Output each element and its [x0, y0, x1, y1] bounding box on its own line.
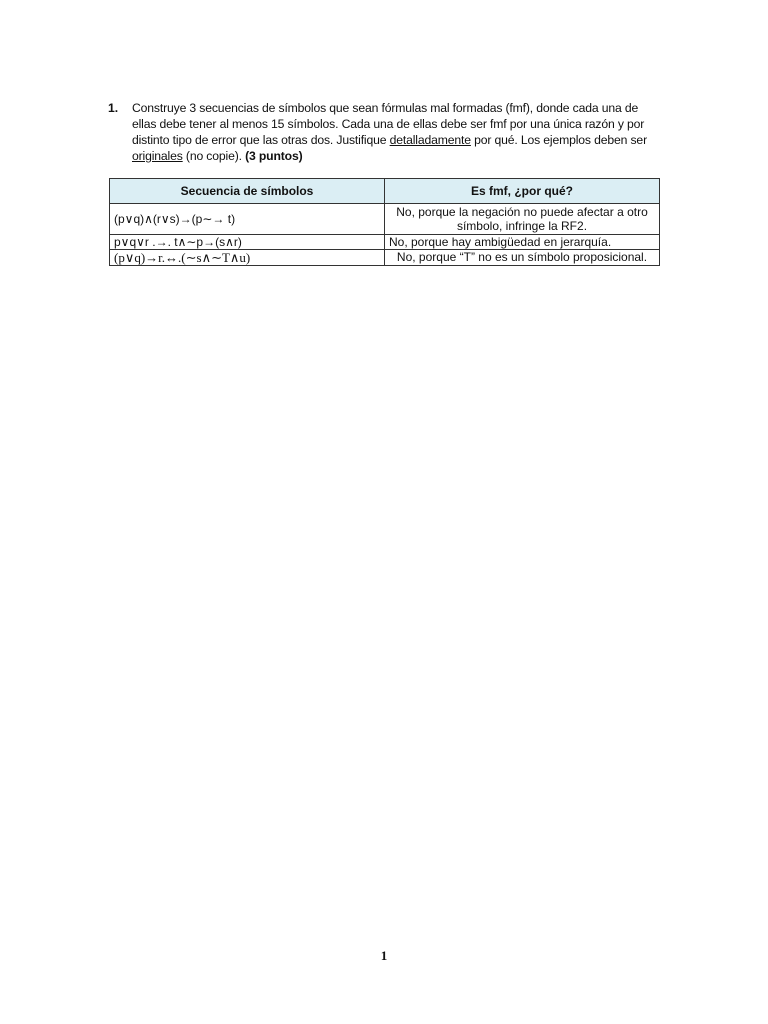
question-text-part3: (no copie). — [182, 149, 246, 163]
emphasis-detalladamente: detalladamente — [389, 133, 471, 147]
reason-cell: No, porque la negación no puede afectar a otro símbolo, infringe la RF2. — [385, 204, 660, 235]
emphasis-originales: originales — [132, 149, 183, 163]
sequence-cell: p∨q∨r .→. t∧∼p→(s∧r) — [110, 235, 385, 250]
page-number: 1 — [380, 948, 388, 963]
fmf-table — [109, 178, 660, 266]
sequence-cell: (p∨q)∧(r∨s)→(p∼→ t) — [110, 204, 385, 235]
question-points: (3 puntos) — [245, 149, 303, 163]
header-sequence: Secuencia de símbolos — [110, 179, 385, 204]
question-number: 1. — [108, 101, 119, 115]
table-row — [110, 250, 660, 266]
table-header-row — [110, 179, 660, 204]
question-text — [132, 100, 660, 164]
reason-cell: No, porque hay ambigüedad en jerarquía. — [385, 235, 660, 250]
question-text-part1: Construye 3 secuencias de símbolos que sean fórmulas mal formadas (fmf), donde cada una de ellas debe tener al menos 15 símbolos. Cada una de ellas debe ser fmf por una única razón y por distinto tipo de error que las otras dos. Justifique — [132, 101, 645, 147]
question-text-part2: por qué. Los ejemplos deben ser — [470, 133, 647, 147]
table-row — [110, 204, 660, 235]
reason-cell: No, porque “T” no es un símbolo proposicional. — [385, 250, 660, 266]
sequence-cell: (p∨q)→r.↔.(∼s∧∼T∧u) — [110, 250, 385, 266]
question-1 — [108, 100, 660, 164]
header-reason: Es fmf, ¿por qué? — [385, 179, 660, 204]
table-row — [110, 235, 660, 250]
